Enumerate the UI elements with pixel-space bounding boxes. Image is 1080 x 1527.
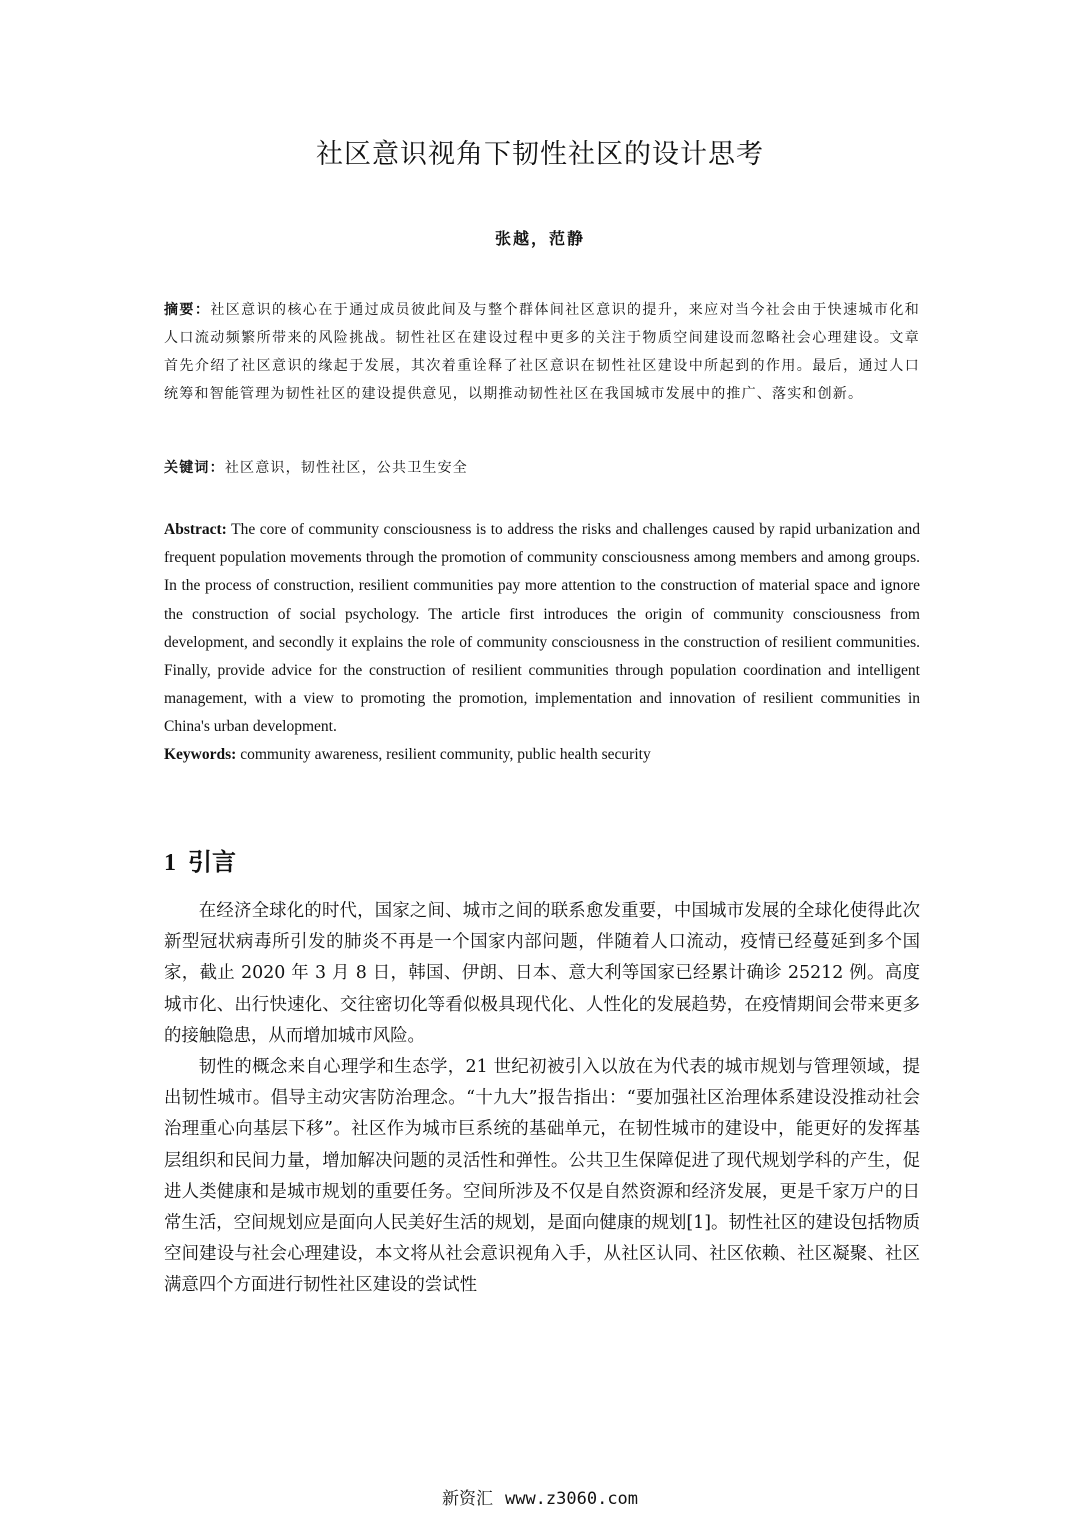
english-abstract-text: The core of community consciousness is to address the risks and challenges caused by rapid urbanization and frequent population movements through the promotion of community consciousness among members and among groups. In the process of construction, resilient communities pay more attention to the construction of material space and ignore the construction of social psychology. The article first introduces the origin of community consciousness from development, and secondly it explains the role of community consciousness in the construction of resilient communities. Finally, provide advice for the construction of resilient communities through population coordination and intelligent management, with a view to promoting the promotion, implementation and innovation of resilient communities in China's urban development. bbox=[164, 521, 920, 736]
section-body bbox=[164, 896, 920, 1302]
body-paragraph: 韧性的概念来自心理学和生态学，21 世纪初被引入以放在为代表的城市规划与管理领域，提出韧性城市。倡导主动灾害防治理念。“十九大”报告指出：“要加强社区治理体系建设没推动社会治理重心向基层下移”。社区作为城市巨系统的基础单元，在韧性城市的建设中，能更好的发挥基层组织和民间力量，增加解决问题的灵活性和弹性。公共卫生保障促进了现代规划学科的产生，促进人类健康和是城市规划的重要任务。空间所涉及不仅是自然资源和经济发展，更是千家万户的日常生活，空间规划应是面向人民美好生活的规划，是面向健康的规划[1]。韧性社区的建设包括物质空间建设与社会心理建设，本文将从社会意识视角入手，从社区认同、社区依赖、社区凝聚、社区满意四个方面进行韧性社区建设的尝试性 bbox=[164, 1057, 920, 1296]
english-abstract bbox=[164, 516, 920, 742]
footer-site-link[interactable]: www.z3060.com bbox=[504, 1489, 639, 1509]
english-abstract-label: Abstract: bbox=[164, 521, 227, 538]
chinese-keywords-text: 社区意识，韧性社区，公共卫生安全 bbox=[224, 460, 469, 476]
page-footer bbox=[0, 1484, 1080, 1509]
section-number: 1 bbox=[164, 850, 176, 876]
english-keywords-label: Keywords: bbox=[164, 746, 237, 763]
english-keywords-text: community awareness, resilient community, public health security bbox=[240, 746, 651, 763]
paper-authors: 张越，范静 bbox=[494, 229, 585, 248]
body-paragraph: 在经济全球化的时代，国家之间、城市之间的联系愈发重要，中国城市发展的全球化使得此次新型冠状病毒所引发的肺炎不再是一个国家内部问题，伴随着人口流动，疫情已经蔓延到多个国家，截止 2020 年 3 月 8 日，韩国、伊朗、日本、意大利等国家已经累计确诊 25212 例。高度城市化、出行快速化、交往密切化等看似极具现代化、人性化的发展趋势，在疫情期间会带来更多的接触隐患，从而增加城市风险。 bbox=[164, 901, 920, 1046]
paper-title: 社区意识视角下韧性社区的设计思考 bbox=[316, 139, 764, 170]
footer-brand: 新资汇 bbox=[441, 1489, 493, 1509]
chinese-abstract bbox=[164, 296, 920, 408]
chinese-abstract-text: 社区意识的核心在于通过成员彼此间及与整个群体间社区意识的提升，来应对当今社会由于快速城市化和人口流动频繁所带来的风险挑战。韧性社区在建设过程中更多的关注于物质空间建设而忽略社会心理建设。文章首先介绍了社区意识的缘起于发展，其次着重诠释了社区意识在韧性社区建设中所起到的作用。最后，通过人口统筹和智能管理为韧性社区的建设提供意见，以期推动韧性社区在我国城市发展中的推广、落实和创新。 bbox=[164, 302, 920, 402]
english-keywords bbox=[164, 741, 920, 769]
section-heading bbox=[164, 842, 236, 877]
chinese-abstract-label: 摘要： bbox=[164, 302, 211, 318]
chinese-keywords-label: 关键词： bbox=[164, 460, 225, 476]
chinese-keywords bbox=[164, 454, 920, 482]
section-title: 引言 bbox=[188, 848, 236, 876]
